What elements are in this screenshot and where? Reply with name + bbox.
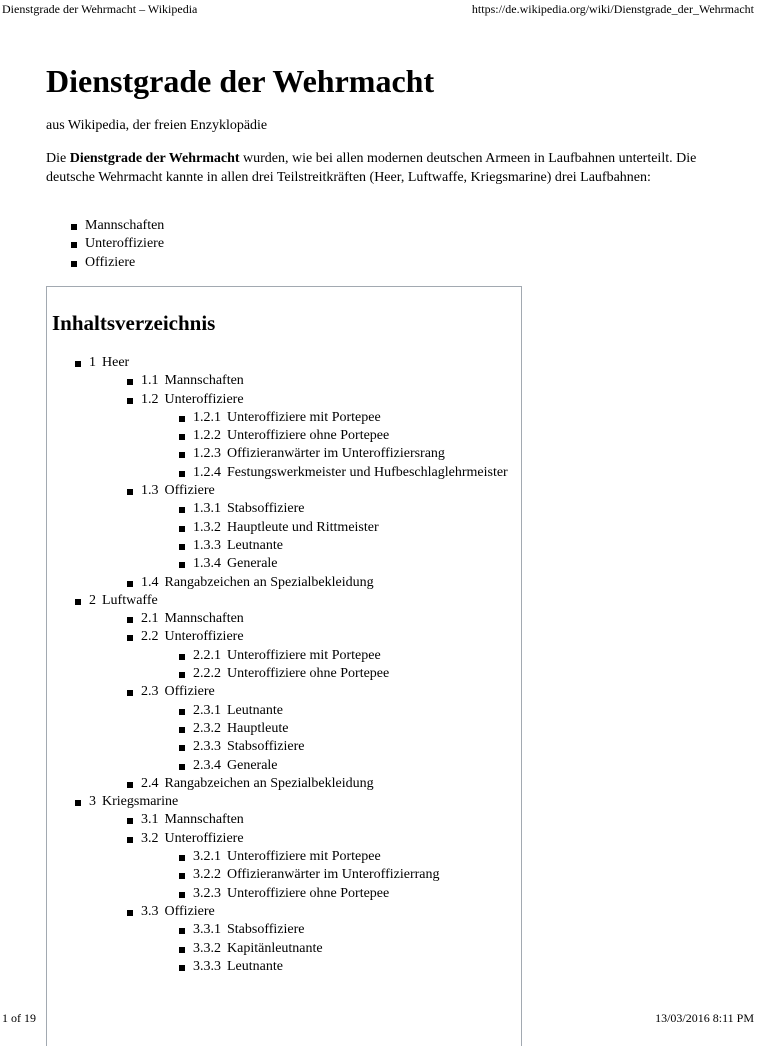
toc-sublist bbox=[141, 702, 508, 775]
toc-link[interactable] bbox=[89, 593, 158, 608]
toc-number: 1.2.1 bbox=[193, 409, 221, 425]
toc-item-1-2-4 bbox=[179, 464, 508, 482]
toc-number: 3.3.1 bbox=[193, 922, 221, 938]
toc-number: 3.2.1 bbox=[193, 849, 221, 865]
intro-bold-term: Dienstgrade der Wehrmacht bbox=[69, 151, 240, 166]
toc-number: 1.3.3 bbox=[193, 537, 221, 553]
toc-number: 3.2.3 bbox=[193, 885, 221, 901]
toc-item-3-3-2 bbox=[179, 940, 508, 958]
toc-item-1-3 bbox=[127, 482, 508, 573]
toc-label: Generale bbox=[227, 757, 278, 773]
toc-link[interactable] bbox=[193, 922, 305, 937]
toc-sublist bbox=[89, 610, 508, 793]
toc-link[interactable] bbox=[141, 373, 244, 388]
toc-label: Unteroffiziere ohne Portepee bbox=[227, 885, 390, 901]
toc-number: 2 bbox=[89, 592, 96, 608]
toc-item-2 bbox=[75, 592, 508, 793]
toc-link[interactable] bbox=[89, 794, 178, 809]
toc-link[interactable] bbox=[193, 758, 278, 773]
toc-item-1-3-1 bbox=[179, 500, 508, 518]
print-header-title: Dienstgrade der Wehrmacht – Wikipedia bbox=[2, 2, 198, 16]
toc-label: Unteroffiziere mit Portepee bbox=[227, 647, 381, 663]
toc-item-1-3-4 bbox=[179, 555, 508, 573]
toc-label: Mannschaften bbox=[164, 611, 244, 627]
toc-sublist bbox=[141, 848, 508, 903]
toc-label: Generale bbox=[227, 556, 278, 572]
toc-item-3-3 bbox=[127, 903, 508, 976]
toc-number: 3.2.2 bbox=[193, 867, 221, 883]
list-item: Unteroffiziere bbox=[71, 235, 164, 253]
toc-label: Kriegsmarine bbox=[102, 794, 179, 810]
toc-item-2-2 bbox=[127, 628, 508, 683]
toc-label: Rangabzeichen an Spezialbekleidung bbox=[164, 574, 374, 590]
print-header bbox=[2, 1, 754, 17]
toc-item-1-2-1 bbox=[179, 409, 508, 427]
toc-number: 2.3.4 bbox=[193, 757, 221, 773]
toc-link[interactable] bbox=[193, 648, 381, 663]
toc-item-2-3-3 bbox=[179, 738, 508, 756]
toc-label: Mannschaften bbox=[164, 373, 244, 389]
print-datetime: 13/03/2016 8:11 PM bbox=[655, 1011, 754, 1025]
toc-label: Mannschaften bbox=[164, 812, 244, 828]
toc-item-3-2-3 bbox=[179, 885, 508, 903]
toc-number: 1.2.4 bbox=[193, 464, 221, 480]
toc-number: 2.2.1 bbox=[193, 647, 221, 663]
toc-link[interactable] bbox=[89, 355, 129, 370]
toc-link[interactable] bbox=[141, 831, 244, 846]
toc-sublist bbox=[141, 500, 508, 573]
toc-link[interactable] bbox=[193, 849, 381, 864]
toc-link[interactable] bbox=[193, 428, 389, 443]
toc-number: 2.1 bbox=[141, 611, 159, 627]
toc-label: Leutnante bbox=[227, 958, 283, 974]
toc-item-2-3-4 bbox=[179, 757, 508, 775]
toc-sublist bbox=[141, 409, 508, 482]
toc-number: 1.4 bbox=[141, 574, 159, 590]
toc-item-3-1 bbox=[127, 811, 508, 829]
toc-link[interactable] bbox=[193, 886, 389, 901]
toc-number: 3.3.2 bbox=[193, 940, 221, 956]
toc-label: Kapitänleutnante bbox=[227, 940, 323, 956]
page-title: Dienstgrade der Wehrmacht bbox=[46, 63, 435, 99]
toc-item-3 bbox=[75, 793, 508, 976]
toc-label: Offizieranwärter im Unteroffizierrang bbox=[227, 867, 440, 883]
toc-number: 1.3 bbox=[141, 483, 159, 499]
toc-label: Unteroffiziere bbox=[164, 830, 244, 846]
site-subtitle: aus Wikipedia, der freien Enzyklopädie bbox=[46, 118, 268, 133]
toc-link[interactable] bbox=[193, 867, 440, 882]
toc-label: Offiziere bbox=[164, 483, 215, 499]
toc-item-3-2-2 bbox=[179, 866, 508, 884]
toc-number: 3.1 bbox=[141, 812, 159, 828]
page-number: 1 of 19 bbox=[2, 1011, 36, 1025]
toc-item-1-3-2 bbox=[179, 519, 508, 537]
toc-label: Stabsoffiziere bbox=[227, 501, 305, 517]
toc-item-2-4 bbox=[127, 775, 508, 793]
toc-label: Offiziere bbox=[164, 684, 215, 700]
toc-link[interactable] bbox=[193, 538, 283, 553]
toc-link[interactable] bbox=[141, 776, 374, 791]
toc-number: 1.3.2 bbox=[193, 519, 221, 535]
toc-number: 2.4 bbox=[141, 775, 159, 791]
toc-link[interactable] bbox=[193, 446, 445, 461]
toc-item-1-4 bbox=[127, 574, 508, 592]
toc-label: Heer bbox=[102, 355, 130, 370]
toc-item-1-2-3 bbox=[179, 445, 508, 463]
toc-item-1-2-2 bbox=[179, 427, 508, 445]
toc-number: 3.3 bbox=[141, 903, 159, 919]
toc-label: Hauptleute und Rittmeister bbox=[227, 519, 379, 535]
toc-number: 1.3.4 bbox=[193, 556, 221, 572]
toc-label: Leutnante bbox=[227, 537, 283, 553]
intro-list bbox=[71, 217, 164, 272]
toc-label: Stabsoffiziere bbox=[227, 739, 305, 755]
toc-number: 2.3.2 bbox=[193, 720, 221, 736]
toc-link[interactable] bbox=[141, 904, 215, 919]
toc-link[interactable] bbox=[193, 501, 305, 516]
toc-label: Unteroffiziere bbox=[164, 629, 244, 645]
toc-number: 2.3.3 bbox=[193, 739, 221, 755]
toc-item-2-2-1 bbox=[179, 647, 508, 665]
toc-sublist bbox=[89, 372, 508, 592]
toc-item-3-3-3 bbox=[179, 958, 508, 976]
intro-paragraph bbox=[46, 150, 706, 187]
toc-item-2-3-1 bbox=[179, 702, 508, 720]
toc-number: 1.2 bbox=[141, 391, 159, 407]
toc-number: 2.2 bbox=[141, 629, 159, 645]
toc-number: 3.3.3 bbox=[193, 958, 221, 974]
toc-item-1-2 bbox=[127, 391, 508, 482]
toc-link[interactable] bbox=[141, 483, 215, 498]
toc-link[interactable] bbox=[193, 721, 288, 736]
toc-sublist bbox=[89, 811, 508, 976]
toc-link[interactable] bbox=[193, 959, 283, 974]
toc-item-2-1 bbox=[127, 610, 508, 628]
toc-link[interactable] bbox=[193, 465, 508, 480]
toc-number: 1.2.2 bbox=[193, 428, 221, 444]
toc-item-2-2-2 bbox=[179, 665, 508, 683]
intro-text-post: wurden, wie bei allen modernen deutschen Armeen in Laufbahnen unterteilt. Die deutsche Wehrmacht kannte in allen drei Teilstreitkräften (Heer, Luftwaffe, Kriegsmarine) drei Laufbahnen: bbox=[46, 151, 697, 185]
toc-label: Unteroffiziere mit Portepee bbox=[227, 409, 381, 425]
toc-sublist bbox=[141, 647, 508, 684]
toc-label: Offizieranwärter im Unteroffiziersrang bbox=[227, 446, 445, 462]
toc-number: 1.1 bbox=[141, 373, 159, 389]
toc-label: Leutnante bbox=[227, 702, 283, 718]
toc-label: Unteroffiziere mit Portepee bbox=[227, 849, 381, 865]
toc-number: 2.3 bbox=[141, 684, 159, 700]
toc-item-3-2 bbox=[127, 830, 508, 903]
toc-number: 3.2 bbox=[141, 830, 159, 846]
toc-number: 3 bbox=[89, 794, 96, 810]
toc-label: Luftwaffe bbox=[102, 592, 158, 608]
toc-link[interactable] bbox=[141, 812, 244, 827]
toc-link[interactable] bbox=[193, 666, 389, 681]
toc-item-3-2-1 bbox=[179, 848, 508, 866]
toc-label: Hauptleute bbox=[227, 720, 289, 736]
toc-item-1-3-3 bbox=[179, 537, 508, 555]
toc-label: Unteroffiziere ohne Portepee bbox=[227, 428, 390, 444]
toc-list bbox=[75, 354, 508, 976]
toc-link[interactable] bbox=[193, 556, 278, 571]
intro-text-pre: Die bbox=[46, 151, 70, 166]
toc-number: 1 bbox=[89, 355, 96, 370]
toc-sublist bbox=[141, 921, 508, 976]
print-header-url: https://de.wikipedia.org/wiki/Dienstgrade_der_Wehrmacht bbox=[471, 2, 754, 16]
toc-link[interactable] bbox=[141, 575, 374, 590]
toc-title: Inhaltsverzeichnis bbox=[52, 311, 216, 335]
toc-item-3-3-1 bbox=[179, 921, 508, 939]
list-item: Mannschaften bbox=[71, 217, 164, 235]
toc-link[interactable] bbox=[141, 629, 244, 644]
toc-label: Unteroffiziere bbox=[164, 391, 244, 407]
toc-label: Offiziere bbox=[164, 903, 215, 919]
toc-item-1-1 bbox=[127, 372, 508, 390]
toc-number: 1.2.3 bbox=[193, 446, 221, 462]
toc-number: 1.3.1 bbox=[193, 501, 221, 517]
toc-label: Unteroffiziere ohne Portepee bbox=[227, 666, 390, 682]
toc-link[interactable] bbox=[193, 941, 323, 956]
toc-link[interactable] bbox=[141, 684, 215, 699]
toc-link[interactable] bbox=[193, 703, 283, 718]
list-item: Offiziere bbox=[71, 254, 164, 272]
toc-link[interactable] bbox=[141, 611, 244, 626]
toc-link[interactable] bbox=[193, 739, 305, 754]
toc-item-2-3-2 bbox=[179, 720, 508, 738]
toc-item-1 bbox=[75, 354, 508, 592]
toc-label: Rangabzeichen an Spezialbekleidung bbox=[164, 775, 374, 791]
toc-label: Stabsoffiziere bbox=[227, 922, 305, 938]
toc-item-2-3 bbox=[127, 683, 508, 774]
toc-link[interactable] bbox=[141, 392, 244, 407]
toc-link[interactable] bbox=[193, 520, 379, 535]
toc-number: 2.2.2 bbox=[193, 666, 221, 682]
toc-number: 2.3.1 bbox=[193, 702, 221, 718]
toc-link[interactable] bbox=[193, 410, 381, 425]
toc-label: Festungswerkmeister und Hufbeschlaglehrmeister bbox=[227, 464, 508, 480]
